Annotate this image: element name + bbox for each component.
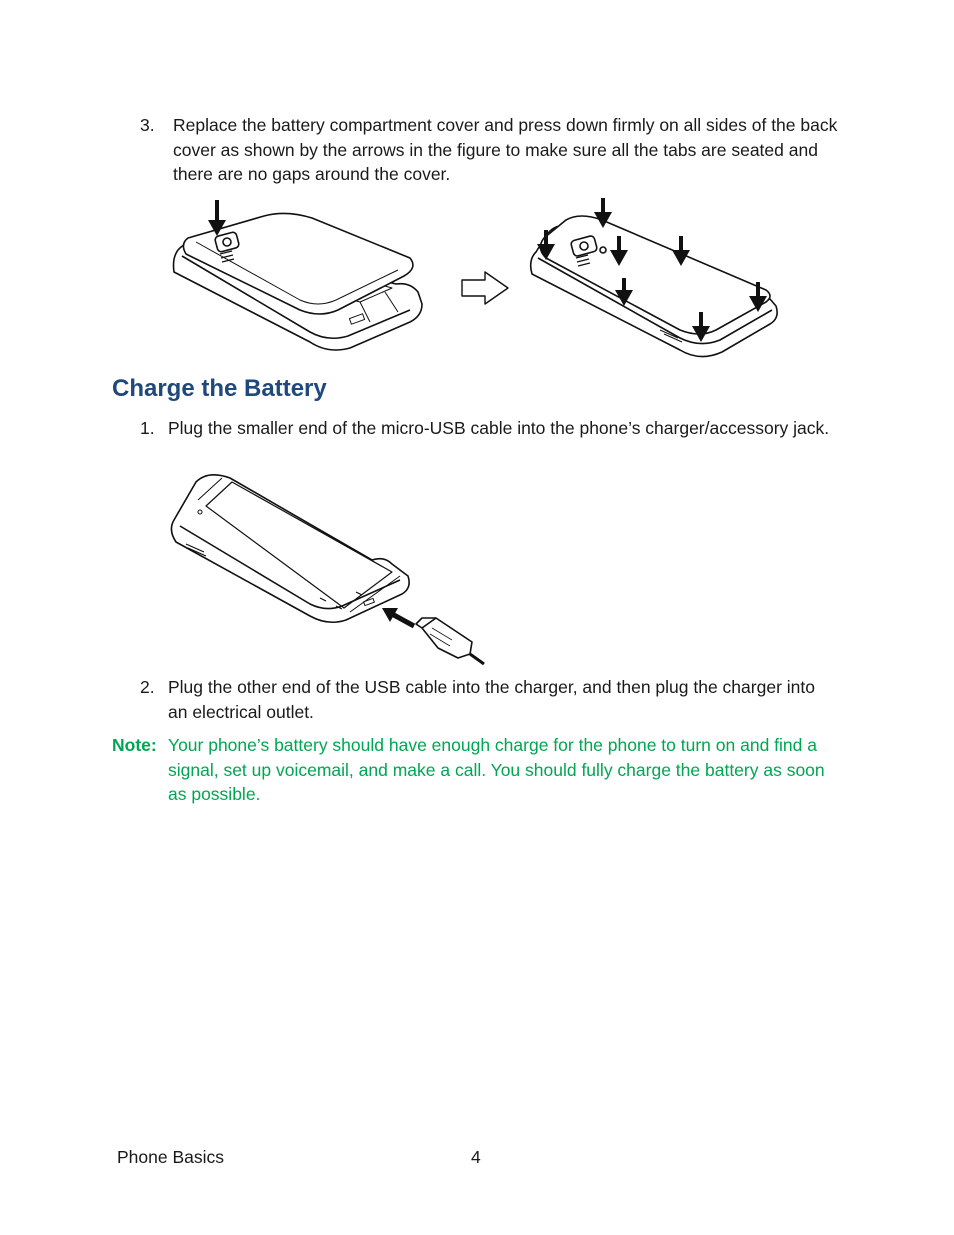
step-1 bbox=[140, 416, 840, 470]
replace-cover-illustration bbox=[160, 192, 790, 370]
section-title: Charge the Battery bbox=[112, 375, 327, 402]
hollow-arrow bbox=[462, 272, 508, 304]
step-number: 3. bbox=[140, 115, 155, 135]
step-3 bbox=[140, 113, 850, 193]
phone-screen bbox=[206, 482, 392, 608]
plug-cable-illustration bbox=[160, 468, 500, 670]
micro-usb-plug bbox=[416, 618, 484, 664]
step-text: Replace the battery compartment cover and press down firmly on all sides of the back cover as shown by the arrows in the figure to make sure all the tabs are seated and there are no gaps around the cover. bbox=[173, 115, 838, 184]
insert-arrow bbox=[392, 614, 414, 626]
note-block bbox=[112, 733, 832, 813]
back-cover-right bbox=[540, 216, 770, 334]
footer-chapter: Phone Basics bbox=[117, 1147, 225, 1167]
step-text: Plug the other end of the USB cable into the charger, and then plug the charger into an electrical outlet. bbox=[168, 677, 815, 722]
note-label: Note: bbox=[112, 735, 157, 755]
step-number: 1. bbox=[140, 418, 155, 438]
note-text: Your phone’s battery should have enough charge for the phone to turn on and find a signal, set up voicemail, and make a call. You should fully charge the battery as soon as possible. bbox=[168, 735, 825, 804]
step-2 bbox=[140, 675, 840, 729]
footer-page-number: 4 bbox=[471, 1147, 481, 1167]
step-text: Plug the smaller end of the micro-USB cable into the phone’s charger/accessory jack. bbox=[168, 418, 830, 438]
step-number: 2. bbox=[140, 677, 155, 697]
